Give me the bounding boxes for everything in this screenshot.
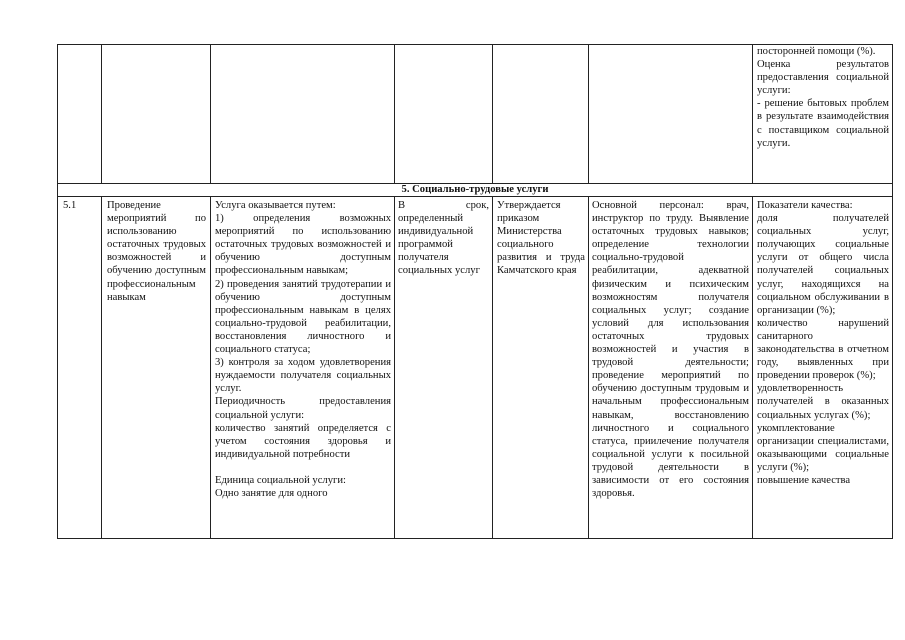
column-divider [394,44,395,184]
section-heading: 5. Социально-трудовые услуги [401,184,549,195]
services-table [57,44,893,539]
quality-carryover-text: посторонней помощи (%). Оценка результатов предоставления социальной услуги: - решение бытовых проблем в результате взаимодействия с поставщиком социальной услуги. [757,46,889,149]
service-norm: Утверждается приказом Министерства социального развития и труда Камчатского края [497,200,585,277]
table-border-left [57,44,58,539]
column-divider [492,196,493,539]
column-divider [492,44,493,184]
column-divider [588,44,589,184]
service-term: В срок, определенный индивидуальной программой получателя социальных услуг [398,200,489,277]
column-divider [210,44,211,184]
column-divider [752,44,753,184]
column-divider [101,44,102,184]
row-divider [57,196,893,197]
service-quality: Показатели качества: доля получателей социальных услуг, получающих социальные услуги от общего числа получателей социальных услуг, находящихся на социальном обслуживании в организации (%); количество нарушений санитарного законодательства в отчетном году, выявленных при проведении проверок (%); удовлетворенность получателей в оказанных социальных услугах (%); укомплектование организации специалистами, оказывающими социальные услуги (%); повышение качества [757,200,889,486]
column-divider [394,196,395,539]
service-conditions: Основной персонал: врач, инструктор по труду. Выявление остаточных трудовых навыков; определение технологии социально-трудовой реабилитации, адекватной физическим и психическим возможностям получателя социальных услуг; создание условий для использования остаточных трудовых возможностей и участия в трудовой деятельности; проведение мероприятий по обучению доступным трудовым и начальным профессиональным навыкам, восстановлению личностного и социального статуса, приилечение получателя социальной услуги к посильной трудовой деятельности в зависимости от его состояния здоровья. [592,200,749,500]
service-description: Услуга оказывается путем: 1) определения возможных мероприятий по использованию остаточных трудовых возможностей и обучению доступным профессиональным навыкам; 2) проведения занятий трудотерапии и обучению доступным профессиональным навыкам в целях социально-трудовой реабилитации, восстановления личностного и социального статуса; 3) контроля за ходом удовлетворения нуждаемости получателя социальных услуг. Периодичность предоставления социальной услуги: количество занятий определяется с учетом состояния здоровья и индивидуальной потребности Единица социальной услуги: Одно занятие для одного [215,200,391,500]
column-divider [210,196,211,539]
column-divider [588,196,589,539]
table-border-right [892,44,893,539]
column-divider [752,196,753,539]
row-number: 5.1 [63,200,77,211]
column-divider [101,196,102,539]
service-name: Проведение мероприятий по использованию остаточных трудовых возможностей и обучению доступным профессиональным навыкам [107,200,206,303]
table-border-bottom [57,538,893,539]
